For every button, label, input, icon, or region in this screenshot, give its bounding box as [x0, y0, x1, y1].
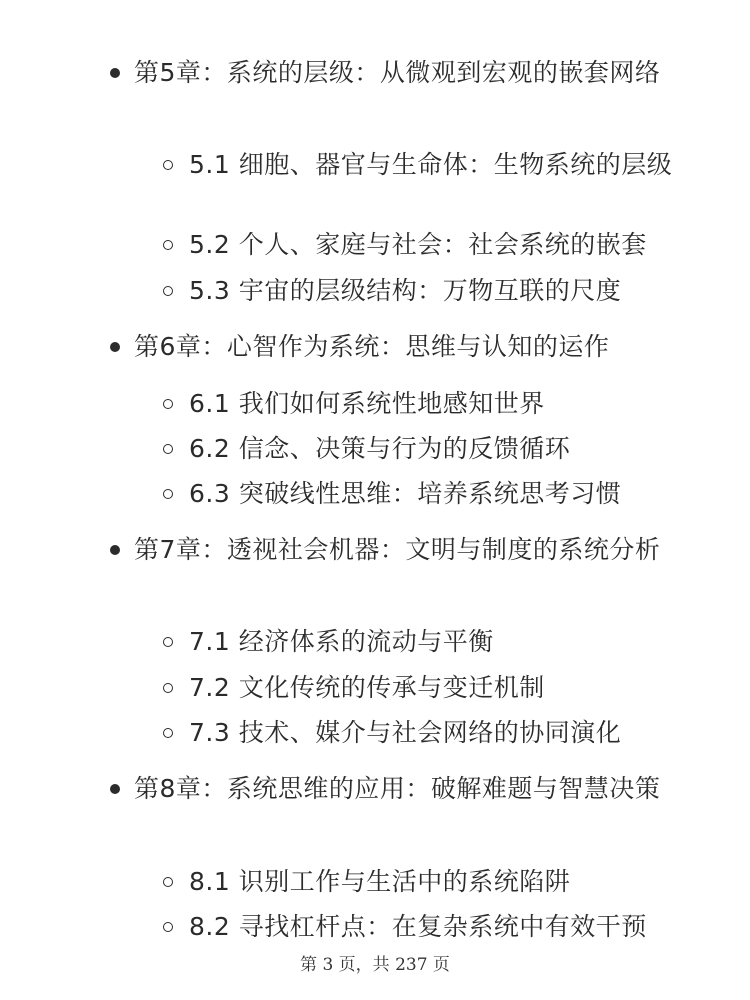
section-7-2: [189, 668, 679, 708]
section-8-2: [189, 907, 679, 947]
section-8-1: [189, 862, 679, 902]
hollow-bullet-icon: [163, 240, 173, 250]
hollow-bullet-icon: [163, 728, 173, 738]
section-title: 6.1 我们如何系统性地感知世界: [189, 389, 545, 418]
section-7-3: [189, 713, 679, 753]
bullet-icon: [110, 545, 120, 555]
hollow-bullet-icon: [163, 399, 173, 409]
hollow-bullet-icon: [163, 922, 173, 932]
section-7-1: [189, 622, 679, 662]
section-title: 5.2 个人、家庭与社会：社会系统的嵌套: [189, 230, 647, 259]
hollow-bullet-icon: [163, 286, 173, 296]
section-title: 6.2 信念、决策与行为的反馈循环: [189, 434, 571, 463]
hollow-bullet-icon: [163, 877, 173, 887]
hollow-bullet-icon: [163, 160, 173, 170]
section-title: 6.3 突破线性思维：培养系统思考习惯: [189, 479, 622, 508]
section-6-3: [189, 474, 679, 514]
chapter-7-heading: [134, 530, 674, 570]
chapter-6-heading: [134, 327, 674, 367]
hollow-bullet-icon: [163, 637, 173, 647]
section-5-2: [189, 225, 679, 265]
chapter-title: 第8章：系统思维的应用：破解难题与智慧决策: [134, 774, 661, 803]
chapter-title: 第7章：透视社会机器：文明与制度的系统分析: [134, 535, 661, 564]
section-title: 7.2 文化传统的传承与变迁机制: [189, 673, 545, 702]
section-title: 8.2 寻找杠杆点：在复杂系统中有效干预: [189, 912, 647, 941]
section-title: 5.3 宇宙的层级结构：万物互联的尺度: [189, 276, 622, 305]
section-title: 7.3 技术、媒介与社会网络的协同演化: [189, 718, 622, 747]
chapter-8-heading: [134, 769, 674, 809]
section-6-1: [189, 384, 679, 424]
chapter-title: 第6章：心智作为系统：思维与认知的运作: [134, 332, 610, 361]
page-number-footer: 第 3 页，共 237 页: [300, 955, 450, 975]
section-title: 5.1 细胞、器官与生命体：生物系统的层级: [189, 150, 673, 179]
bullet-icon: [110, 784, 120, 794]
bullet-icon: [110, 68, 120, 78]
hollow-bullet-icon: [163, 683, 173, 693]
section-6-2: [189, 429, 679, 469]
section-5-3: [189, 271, 679, 311]
section-5-1: [189, 145, 679, 185]
bullet-icon: [110, 342, 120, 352]
hollow-bullet-icon: [163, 489, 173, 499]
chapter-title: 第5章：系统的层级：从微观到宏观的嵌套网络: [134, 58, 661, 87]
section-title: 8.1 识别工作与生活中的系统陷阱: [189, 867, 571, 896]
hollow-bullet-icon: [163, 444, 173, 454]
chapter-5-heading: [134, 53, 674, 93]
section-title: 7.1 经济体系的流动与平衡: [189, 627, 494, 656]
